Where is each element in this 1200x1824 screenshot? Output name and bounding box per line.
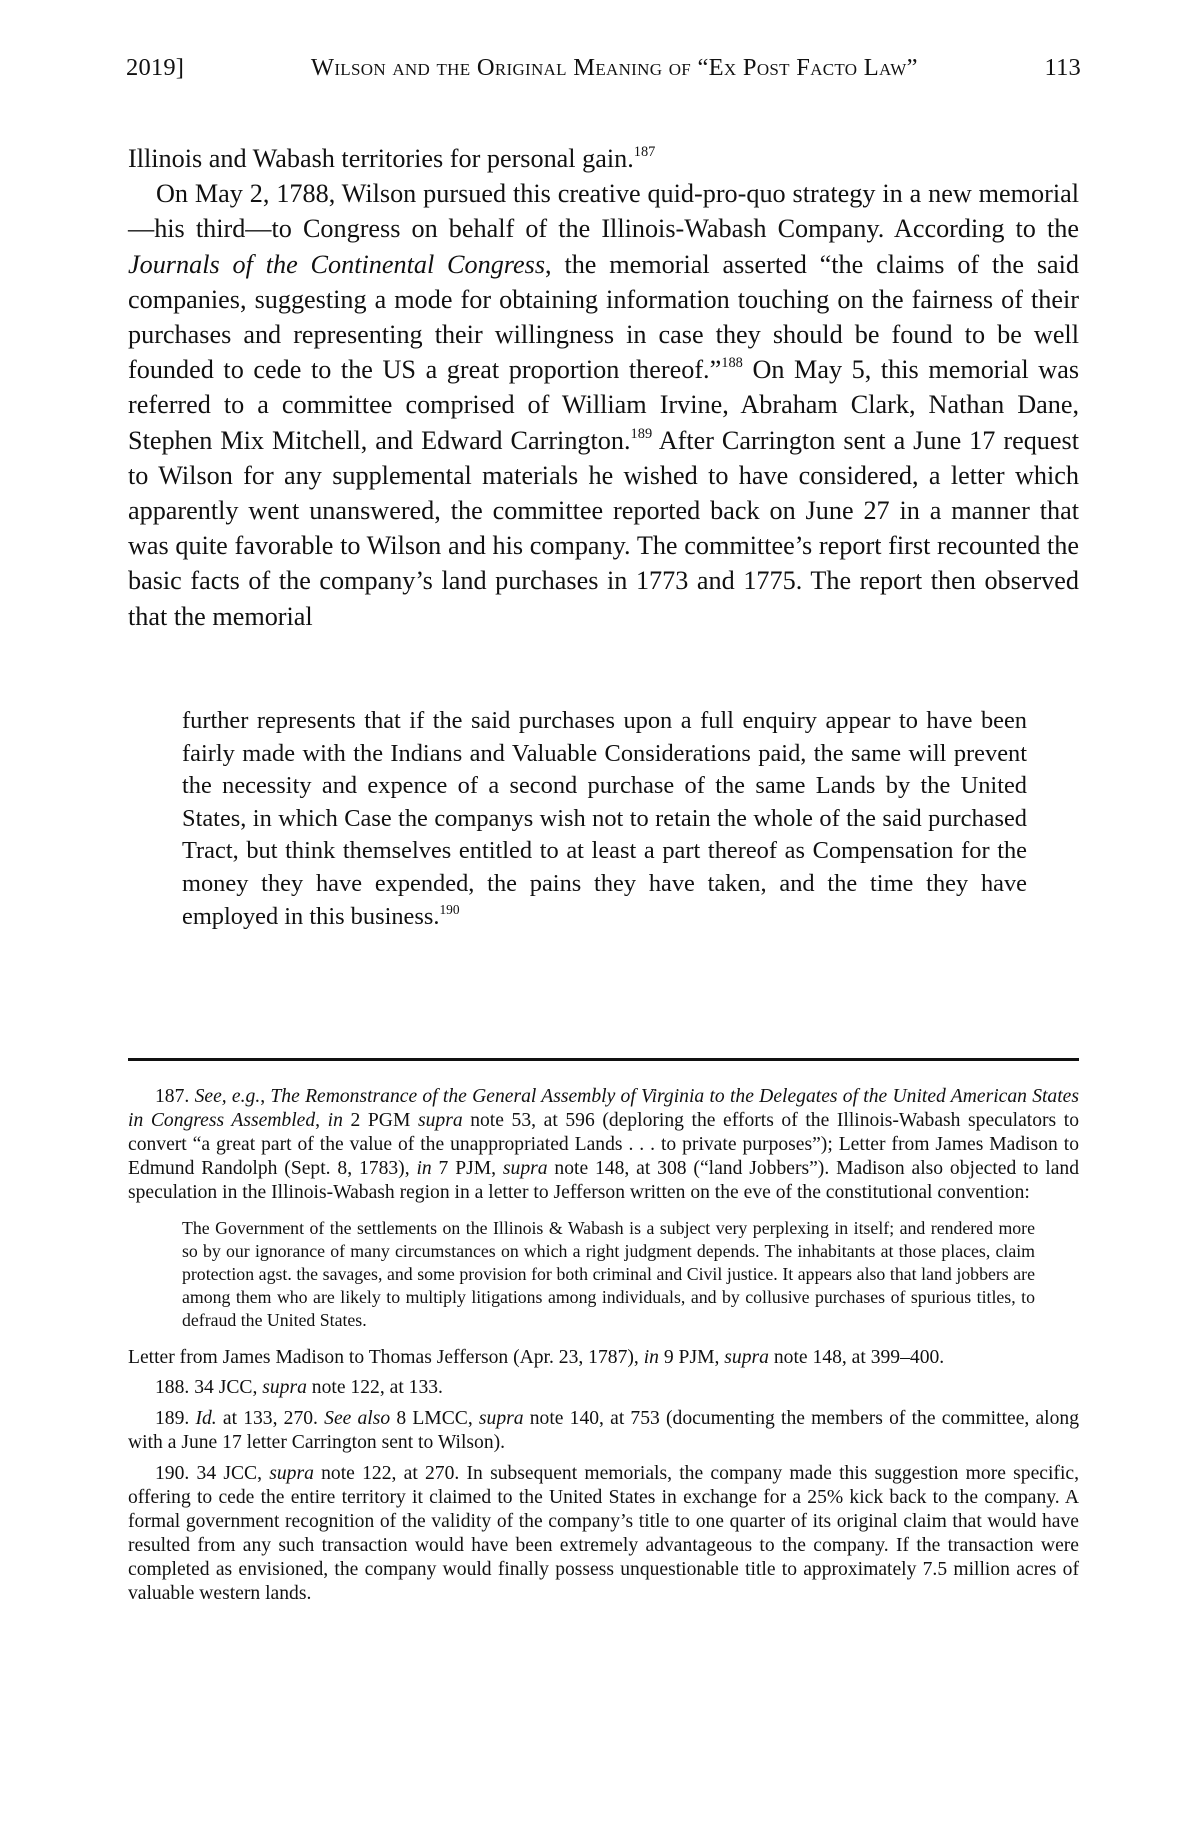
signal-supra: supra [502, 1157, 548, 1179]
separator: , [260, 1086, 271, 1107]
paragraph-2-text-c: On May 5, this memorial was referred to a committee comprised of William Irvine, Abraham Clark, Nathan Dane, Stephen Mix Mitchell, and Edward Carrington. [128, 355, 1080, 455]
footnote-text: 34 JCC, [189, 1463, 270, 1485]
footnote-ref-188[interactable]: 188 [721, 355, 743, 372]
paragraph-1 [128, 141, 1079, 176]
paragraph-2 [128, 176, 1079, 634]
footnote-divider [128, 1058, 1079, 1061]
footnote-187-citation [128, 1346, 1079, 1370]
running-header [126, 54, 1081, 82]
signal-supra: supra [478, 1408, 524, 1430]
footnote-187 [128, 1085, 1079, 1205]
footnote-187-quote: The Government of the settlements on the Illinois & Wabash is a subject very perplexing in itself; and rendered more so by our ignorance of many circumstances on which a right judgment depends. The inhabitants at those places, claim protection agst. the savages, and some provision for both criminal and Civil justice. It appears also that land jobbers are among them who are likely to multiply litigations among individuals, and by collusive purchases of spurious titles, to defraud the United States. [182, 1217, 1035, 1331]
signal-in: in [416, 1157, 432, 1179]
footnote-number: 187. [155, 1086, 190, 1107]
footnote-text: note 148, at 308 (“land Jobbers”). Madison also objected to land speculation in the Illinois-Wabash region in a letter to Jefferson written on the eve of the constitutional convention: [128, 1157, 1079, 1203]
paragraph-2-text-b: , the memorial asserted “the claims of the said companies, suggesting a mode for obtaining information touching on the fairness of their purchases and representing their willingness in case they should be found to be well founded to cede to the US a great proportion thereof.” [128, 249, 1080, 385]
footnote-number: 189. [155, 1408, 190, 1430]
footnote-text: 9 PJM, [658, 1346, 725, 1368]
main-text [128, 141, 1079, 634]
signal-supra: supra [262, 1377, 307, 1399]
footnote-text: Letter from James Madison to Thomas Jefferson (Apr. 23, 1787), [128, 1346, 644, 1368]
header-year: 2019] [126, 54, 185, 81]
signal-supra: supra [724, 1346, 769, 1368]
footnote-text: 8 LMCC, [390, 1408, 479, 1430]
signal-in: in [643, 1346, 659, 1368]
footnote-ref-190[interactable]: 190 [439, 901, 460, 917]
footnotes [128, 1085, 1079, 1606]
footnote-text: at 133, 270. [216, 1408, 325, 1430]
footnote-text: note 122, at 270. In subsequent memorials, the company made this suggestion more specific, offering to cede the entire territory it claimed to the United States in exchange for a 25% kick back to the company. A formal government recognition of the validity of the company’s title to one quarter of its original claim that would have resulted from any such transaction would have been extremely advantageous to the company. If the transaction were completed as envisioned, the company would finally possess unquestionable title to approximately 7.5 million acres of valuable western lands. [128, 1463, 1079, 1604]
footnote-188 [128, 1376, 1079, 1400]
paragraph-2-text-a: On May 2, 1788, Wilson pursued this creative quid-pro-quo strategy in a new memorial—his third—to Congress on behalf of the Illinois-Wabash Company. According to the [128, 179, 1079, 244]
header-title: Wilson and the Original Meaning of “Ex Post Facto Law” [310, 54, 918, 81]
footnote-text: 2 PGM [342, 1109, 418, 1131]
footnote-text: note 122, at 133. [306, 1377, 443, 1399]
footnote-ref-187[interactable]: 187 [633, 144, 656, 161]
cited-title: The Remonstrance of the General Assembly of Virginia to the Delegates of the United American States in Congress Assembled [128, 1086, 1079, 1131]
signal-supra: supra [417, 1109, 463, 1131]
signal-supra: supra [269, 1463, 314, 1485]
header-page-number: 113 [1044, 54, 1081, 81]
signal-see-also: See also [324, 1408, 391, 1430]
signal-see: See, e.g. [194, 1086, 261, 1107]
footnote-text: 34 JCC, [189, 1377, 263, 1399]
footnote-text: note 53, at 596 (deploring the efforts of the Illinois-Wabash speculators to convert “a great part of the value of the unappropriated Lands . . . to private purposes”); Letter from James Madison to Edmund Randolph (Sept. 8, 1783), [128, 1109, 1080, 1179]
journal-title: Journals of the Continental Congress [128, 249, 546, 279]
separator: , [315, 1109, 328, 1131]
footnote-text: note 148, at 399–400. [768, 1346, 945, 1368]
footnote-number: 188. [155, 1377, 190, 1399]
signal-id: Id. [195, 1408, 217, 1430]
footnote-ref-189[interactable]: 189 [630, 425, 653, 442]
footnote-189 [128, 1407, 1079, 1455]
paragraph-1-text: Illinois and Wabash territories for personal gain. [128, 144, 634, 173]
signal-in: in [327, 1109, 343, 1131]
block-quote-text: further represents that if the said purchases upon a full enquiry appear to have been fairly made with the Indians and Valuable Considerations paid, the same will prevent the necessity and expence of a second purchase of the same Lands by the United States, in which Case the companys wish not to retain the whole of the said purchased Tract, but think themselves entitled to at least a part thereof as Compensation for the money they have expended, the pains they have taken, and the time they have employed in this business. [182, 707, 1027, 930]
footnote-text: 7 PJM, [431, 1157, 503, 1179]
block-quote-paragraph [182, 705, 1027, 933]
footnote-text: note 140, at 753 (documenting the members of the committee, along with a June 17 letter Carrington sent to Wilson). [128, 1408, 1080, 1454]
block-quote [182, 705, 1027, 933]
paragraph-2-text-d: After Carrington sent a June 17 request to Wilson for any supplemental materials he wished to have considered, a letter which apparently went unanswered, the committee reported back on June 27 in a manner that was quite favorable to Wilson and his company. The committee’s report first recounted the basic facts of the company’s land purchases in 1773 and 1775. The report then observed that the memorial [128, 425, 1079, 631]
footnote-number: 190. [155, 1463, 190, 1485]
footnote-190 [128, 1462, 1079, 1605]
